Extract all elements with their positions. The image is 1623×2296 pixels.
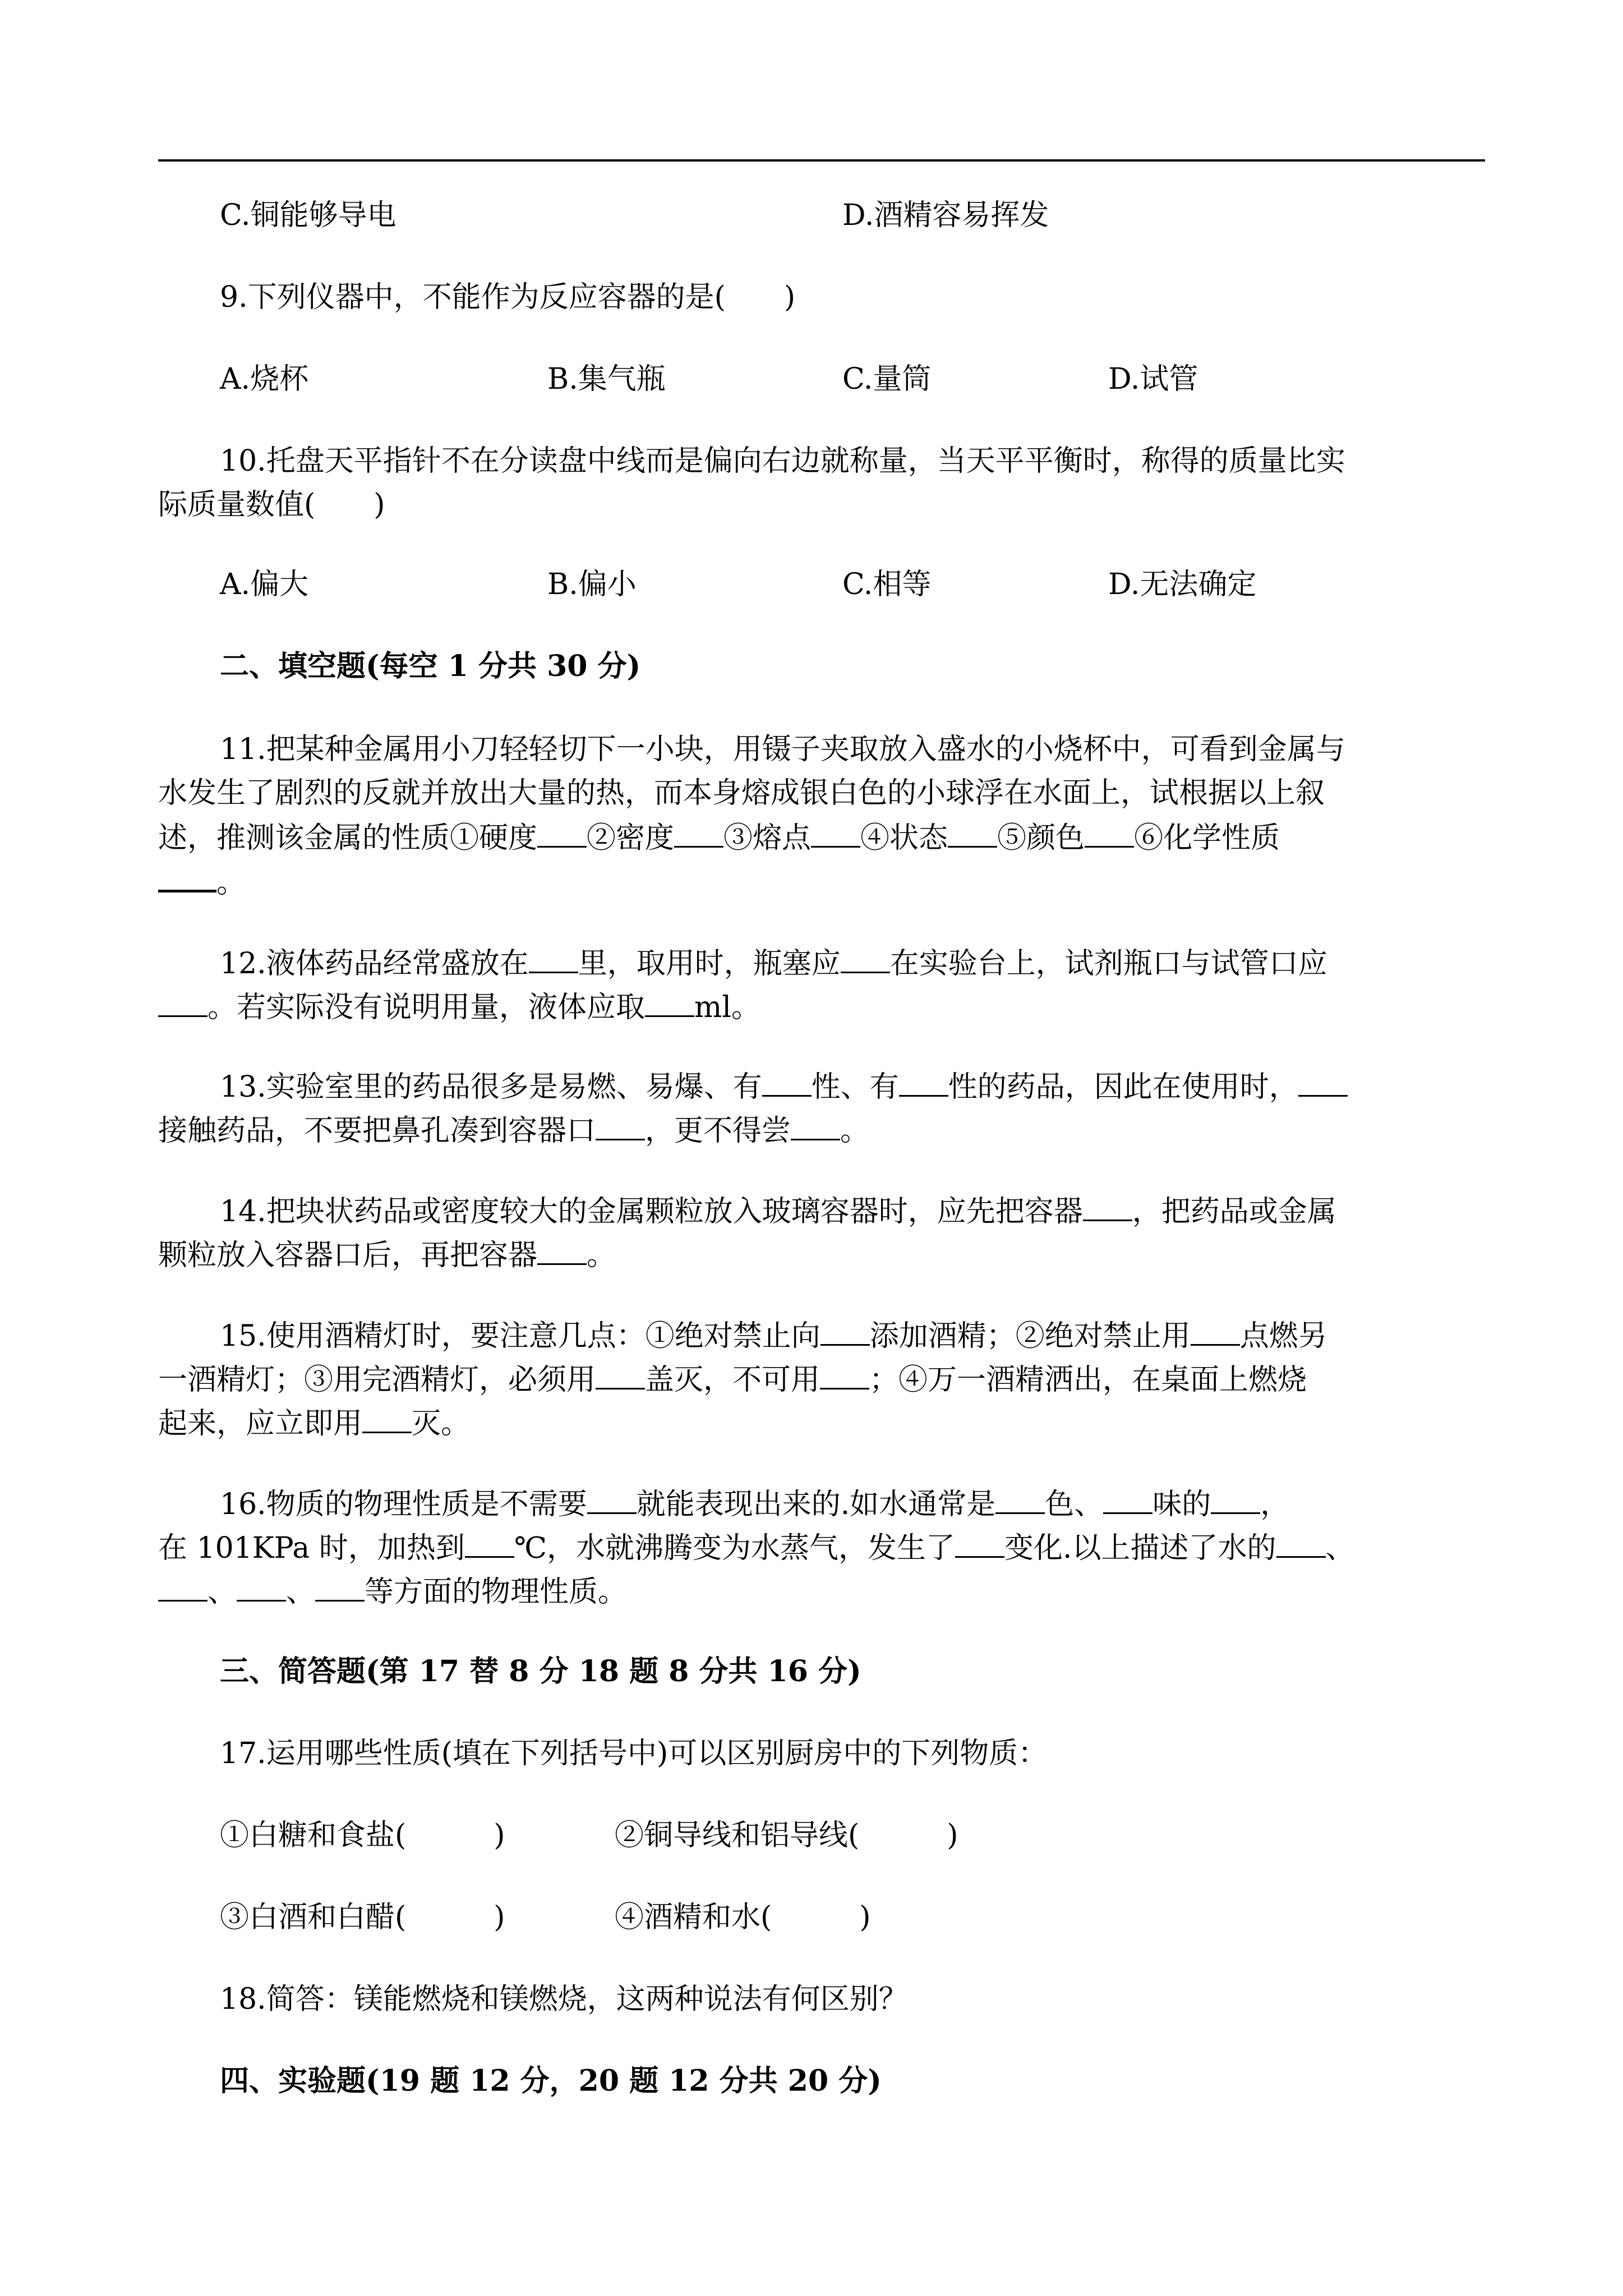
q8-option-d: D.酒精容易挥发 xyxy=(842,199,1049,232)
q14-text: 颗粒放入容器口后，再把容器 xyxy=(158,1239,538,1272)
answer-blank xyxy=(158,1574,208,1602)
answer-blank xyxy=(158,990,208,1017)
q15-text: 点燃另 xyxy=(1239,1319,1327,1353)
q9-option-d: D.试管 xyxy=(1108,362,1198,396)
q11-text: 。 xyxy=(216,866,246,900)
q13-text: 性的药品，因此在使用时， xyxy=(948,1070,1298,1104)
q17-item-4: ④酒精和水( ) xyxy=(615,1901,871,1934)
answer-blank xyxy=(762,1069,811,1097)
q11-text: ⑤颜色 xyxy=(997,821,1085,855)
q14-text: 。 xyxy=(587,1239,616,1272)
q16-text: 等方面的物理性质。 xyxy=(365,1575,628,1609)
q11-text: ③熔点 xyxy=(723,821,811,855)
q16-text: ， xyxy=(1260,1488,1290,1521)
q13-text: 13.实验室里的药品很多是易燃、易爆、有 xyxy=(220,1070,762,1104)
answer-blank xyxy=(645,990,694,1017)
answer-blank xyxy=(1103,1487,1152,1514)
answer-blank xyxy=(955,1530,1004,1558)
q12-text: 12.液体药品经常盛放在 xyxy=(220,947,529,981)
q15-text: 15.使用酒精灯时，要注意几点：①绝对禁止向 xyxy=(220,1319,820,1353)
q9-stem: 9.下列仪器中，不能作为反应容器的是( ) xyxy=(220,280,796,314)
answer-blank xyxy=(537,820,587,848)
q14-text: ，把药品或金属 xyxy=(1132,1195,1336,1228)
answer-blank xyxy=(1083,1194,1132,1221)
answer-blank xyxy=(820,1318,870,1346)
q16-line2 xyxy=(158,1530,1493,1565)
q12-line2 xyxy=(158,990,1493,1024)
q17-stem: 17.运用哪些性质(填在下列括号中)可以区别厨房中的下列物质： xyxy=(220,1737,1048,1770)
q11-line1: 11.把某种金属用小刀轻轻切下一小块，用镊子夹取放入盛水的小烧杯中，可看到金属与 xyxy=(220,733,1345,766)
q16-text: 、 xyxy=(208,1575,237,1609)
answer-blank xyxy=(820,1362,869,1389)
section-3-title: 三、简答题(第 17 替 8 分 18 题 8 分共 16 分) xyxy=(220,1654,861,1688)
q16-text: 变化.以上描述了水的 xyxy=(1004,1531,1276,1565)
q8-option-c: C.铜能够导电 xyxy=(220,199,396,232)
q16-text: 在 101KPa 时，加热到 xyxy=(158,1531,465,1565)
q12-line1 xyxy=(220,946,1555,981)
q17-item-1: ①白糖和食盐( ) xyxy=(220,1819,505,1852)
answer-blank xyxy=(529,946,578,973)
q15-text: ；④万一酒精洒出，在桌面上燃烧 xyxy=(869,1363,1307,1397)
q11-line4 xyxy=(158,864,1493,900)
answer-blank xyxy=(1276,1530,1326,1558)
section-4-title: 四、实验题(19 题 12 分，20 题 12 分共 20 分) xyxy=(220,2064,882,2098)
q11-line3 xyxy=(158,820,1493,855)
q16-line3 xyxy=(158,1574,1493,1609)
q17-item-2: ②铜导线和铝导线( ) xyxy=(615,1819,958,1852)
q12-text: 里，取用时，瓶塞应 xyxy=(578,947,841,981)
answer-blank xyxy=(1298,1069,1348,1097)
q15-line2 xyxy=(158,1362,1493,1397)
q13-text: 性、有 xyxy=(811,1070,899,1104)
q15-text: 起来，应立即用 xyxy=(158,1407,363,1441)
q17-item-3: ③白酒和白醋( ) xyxy=(220,1901,505,1934)
q13-line1 xyxy=(220,1069,1555,1104)
q16-text: ℃，水就沸腾变为水蒸气，发生了 xyxy=(514,1531,955,1565)
q15-line1 xyxy=(220,1318,1555,1353)
answer-blank xyxy=(674,820,723,848)
q10-option-d: D.无法确定 xyxy=(1108,568,1257,601)
answer-blank xyxy=(899,1069,948,1097)
q16-text: 就能表现出来的.如水通常是 xyxy=(636,1488,996,1521)
answer-blank xyxy=(587,1487,637,1514)
q13-text: 接触药品，不要把鼻孔凑到容器口 xyxy=(158,1114,596,1148)
q11-line2: 水发生了剧烈的反就并放出大量的热，而本身熔成银白色的小球浮在水面上，试根据以上叙 xyxy=(158,776,1325,810)
q13-text: 。 xyxy=(840,1114,870,1148)
q13-text: ，更不得尝 xyxy=(645,1114,791,1148)
answer-blank xyxy=(465,1530,514,1558)
answer-blank xyxy=(1085,820,1134,848)
section-2-title: 二、填空题(每空 1 分共 30 分) xyxy=(220,649,641,683)
q11-text: ②密度 xyxy=(587,821,675,855)
q13-line2 xyxy=(158,1113,1493,1148)
q10-stem-line2: 际质量数值( ) xyxy=(158,488,385,522)
answer-blank xyxy=(948,820,997,848)
q9-option-c: C.量筒 xyxy=(842,362,932,396)
q9-option-a: A.烧杯 xyxy=(220,362,309,396)
answer-blank xyxy=(1211,1487,1260,1514)
answer-blank xyxy=(237,1574,286,1602)
q15-text: 盖灭，不可用 xyxy=(645,1363,820,1397)
answer-blank xyxy=(596,1362,645,1389)
q10-stem-line1: 10.托盘天平指针不在分读盘中线而是偏向右边就称量，当天平平衡时，称得的质量比实 xyxy=(220,444,1345,478)
q11-text: 述，推测该金属的性质①硬度 xyxy=(158,821,538,855)
q11-text: ⑥化学性质 xyxy=(1134,821,1280,855)
q16-text: 16.物质的物理性质是不需要 xyxy=(220,1488,587,1521)
answer-blank xyxy=(315,1574,365,1602)
answer-blank xyxy=(537,1237,587,1265)
q10-option-b: B.偏小 xyxy=(547,568,637,601)
q14-line2 xyxy=(158,1237,1493,1272)
q16-text: 色、 xyxy=(1045,1488,1104,1521)
answer-blank xyxy=(362,1406,412,1433)
answer-blank xyxy=(811,820,860,848)
header-rule xyxy=(158,159,1485,162)
q10-option-a: A.偏大 xyxy=(220,568,309,601)
q16-text: 、 xyxy=(1325,1531,1355,1565)
q9-option-b: B.集气瓶 xyxy=(547,362,666,396)
q15-line3 xyxy=(158,1406,1493,1441)
answer-blank xyxy=(596,1113,645,1140)
q10-option-c: C.相等 xyxy=(842,568,932,601)
q12-text: 。若实际没有说明用量，液体应取 xyxy=(208,991,645,1024)
q16-line1 xyxy=(220,1487,1555,1521)
answer-blank xyxy=(995,1487,1045,1514)
q15-text: 灭。 xyxy=(412,1407,471,1441)
q14-line1 xyxy=(220,1194,1555,1228)
q12-text: ml。 xyxy=(694,991,760,1024)
q15-text: 一酒精灯；③用完酒精灯，必须用 xyxy=(158,1363,596,1397)
q14-text: 14.把块状药品或密度较大的金属颗粒放入玻璃容器时，应先把容器 xyxy=(220,1195,1083,1228)
q18-stem: 18.简答：镁能燃烧和镁燃烧，这两种说法有何区别？ xyxy=(220,1982,908,2016)
answer-blank xyxy=(841,946,890,973)
q12-text: 在实验台上，试剂瓶口与试管口应 xyxy=(889,947,1327,981)
answer-blank xyxy=(158,864,216,892)
answer-blank xyxy=(1191,1318,1240,1346)
q16-text: 、 xyxy=(286,1575,316,1609)
q11-text: ④状态 xyxy=(860,821,948,855)
q16-text: 味的 xyxy=(1152,1488,1211,1521)
q15-text: 添加酒精；②绝对禁止用 xyxy=(869,1319,1191,1353)
answer-blank xyxy=(791,1113,840,1140)
